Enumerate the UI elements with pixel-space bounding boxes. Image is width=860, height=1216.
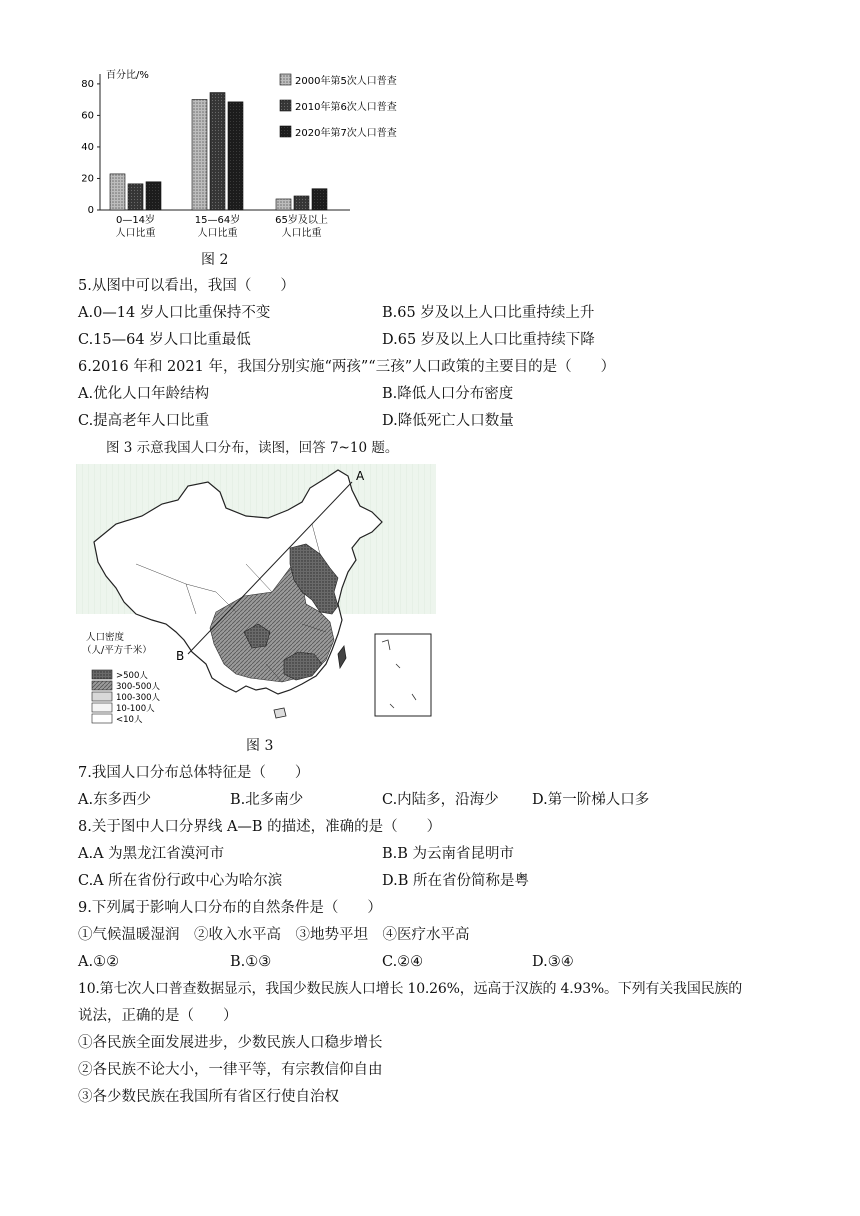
bar-3-series-3: [312, 189, 327, 210]
figure-3-intro: 图 3 示意我国人口分布，读图，回答 7~10 题。: [106, 440, 399, 456]
question-7-option-a: A.东多西少: [78, 792, 152, 808]
legend-title: 人口密度: [86, 632, 125, 643]
legend-label-under-10: <10人: [116, 715, 143, 725]
bar-1-series-2: [128, 184, 143, 210]
question-9-option-b: B.①③: [230, 954, 272, 970]
question-7-stem: 7.我国人口分布总体特征是（ ）: [78, 765, 310, 781]
question-10-statement-1: ①各民族全面发展进步，少数民族人口稳步增长: [78, 1035, 383, 1051]
question-10-stem-line-1: 10.第七次人口普查数据显示，我国少数民族人口增长 10.26%，远高于汉族的 4.93%。下列有关我国民族的: [78, 981, 743, 997]
question-9-option-c: C.②④: [382, 954, 424, 970]
legend-unit: （人/平方千米）: [82, 645, 152, 656]
legend-swatch-series-2: [280, 100, 291, 111]
legend-label-series-2: 2010年第6次人口普查: [295, 102, 397, 113]
question-8-option-b: B.B 为云南省昆明市: [382, 846, 515, 862]
age-structure-bar-chart: [70, 66, 430, 246]
question-5-option-d: D.65 岁及以上人口比重持续下降: [382, 332, 595, 348]
question-6-option-b: B.降低人口分布密度: [382, 386, 514, 402]
figure-3-caption: 图 3: [246, 738, 274, 754]
legend-label-series-3: 2020年第7次人口普查: [295, 128, 397, 139]
question-8-option-a: A.A 为黑龙江省漠河市: [78, 846, 225, 862]
legend-swatch-series-1: [280, 74, 291, 85]
x-category-sublabel: 人口比重: [197, 228, 238, 239]
question-7-option-b: B.北多南少: [230, 792, 304, 808]
legend-label-10-100: 10-100人: [116, 704, 155, 714]
question-8-option-d: D.B 所在省份简称是粤: [382, 873, 529, 889]
legend-label-over-500: >500人: [116, 671, 148, 681]
x-category-sublabel: 人口比重: [281, 228, 322, 239]
y-tick-label: 60: [81, 110, 94, 122]
legend-swatch-over-500: [92, 670, 112, 679]
legend-label-series-1: 2000年第5次人口普查: [295, 76, 397, 87]
question-5-option-b: B.65 岁及以上人口比重持续上升: [382, 305, 595, 321]
y-tick-label: 40: [81, 141, 94, 153]
x-category-sublabel: 人口比重: [115, 228, 156, 239]
bar-2-series-3: [228, 102, 243, 210]
question-5-stem: 5.从图中可以看出，我国（ ）: [78, 278, 295, 294]
question-6-option-a: A.优化人口年龄结构: [78, 386, 210, 402]
legend-label-300-500: 300-500人: [116, 682, 161, 692]
legend-swatch-under-10: [92, 714, 112, 723]
question-9-statements: ①气候温暖湿润 ②收入水平高 ③地势平坦 ④医疗水平高: [78, 927, 470, 943]
density-legend: [92, 670, 161, 725]
figure-3: [76, 464, 436, 728]
bar-3-series-2: [294, 196, 309, 210]
question-6-option-c: C.提高老年人口比重: [78, 413, 210, 429]
label-b: B: [176, 649, 185, 663]
question-9-stem: 9.下列属于影响人口分布的自然条件是（ ）: [78, 900, 382, 916]
question-10-statement-3: ③各少数民族在我国所有省区行使自治权: [78, 1089, 339, 1105]
x-category-label: 65岁及以上: [275, 215, 328, 226]
question-7-option-d: D.第一阶梯人口多: [532, 792, 650, 808]
figure-2-caption: 图 2: [201, 252, 229, 268]
bar-2-series-2: [210, 93, 225, 210]
question-6-option-d: D.降低死亡人口数量: [382, 413, 514, 429]
question-5-option-c: C.15—64 岁人口比重最低: [78, 332, 251, 348]
bar-1-series-3: [146, 182, 161, 210]
y-tick-label: 20: [81, 173, 94, 185]
x-category-label: 0—14岁: [115, 215, 156, 226]
question-10-statement-2: ②各民族不论大小，一律平等，有宗教信仰自由: [78, 1062, 383, 1078]
question-9-option-d: D.③④: [532, 954, 574, 970]
hainan-island: [274, 708, 286, 718]
question-7-option-c: C.内陆多，沿海少: [382, 792, 499, 808]
china-population-density-map: [76, 464, 436, 728]
label-a: A: [356, 469, 365, 483]
question-5-option-a: A.0—14 岁人口比重保持不变: [78, 305, 271, 321]
south-china-sea-inset: [375, 634, 431, 716]
legend-swatch-300-500: [92, 681, 112, 690]
question-10-stem-line-2: 说法，正确的是（ ）: [78, 1008, 238, 1024]
y-axis-label: 百分比/%: [106, 70, 149, 81]
question-8-option-c: C.A 所在省份行政中心为哈尔滨: [78, 873, 283, 889]
figure-2: [70, 66, 430, 246]
y-tick-label: 0: [87, 205, 94, 216]
y-tick-label: 80: [81, 78, 94, 90]
question-6-stem: 6.2016 年和 2021 年，我国分别实施“两孩”“三孩”人口政策的主要目的是（ ）: [78, 359, 616, 375]
legend-label-100-300: 100-300人: [116, 693, 161, 703]
question-9-option-a: A.①②: [78, 954, 120, 970]
bar-2-series-1: [192, 99, 207, 210]
legend-swatch-100-300: [92, 692, 112, 701]
legend-swatch-10-100: [92, 703, 112, 712]
taiwan-island: [338, 646, 346, 668]
question-8-stem: 8.关于图中人口分界线 A—B 的描述，准确的是（ ）: [78, 819, 442, 835]
bar-1-series-1: [110, 174, 125, 210]
bar-3-series-1: [276, 199, 291, 210]
x-category-label: 15—64岁: [194, 215, 241, 226]
legend-swatch-series-3: [280, 126, 291, 137]
